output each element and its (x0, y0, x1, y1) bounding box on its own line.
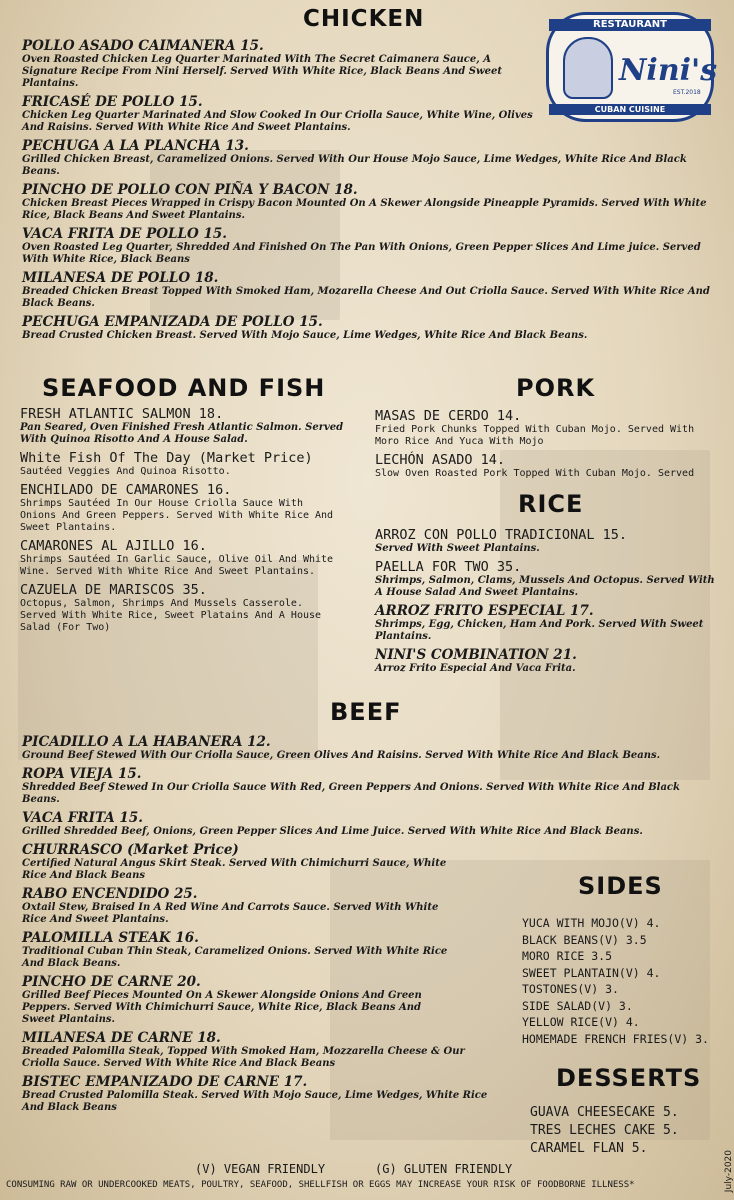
menu-item (22, 974, 452, 1026)
menu-item (375, 647, 717, 675)
item-description: Arroz Frito Especial And Vaca Frita. (375, 663, 576, 674)
item-name: VACA FRITA 15. (22, 810, 143, 826)
menu-item (20, 582, 345, 634)
menu-item (22, 810, 712, 838)
item-description: Oven Roasted Leg Quarter, Shredded And Finished On The Pan With Onions, Green Pepper Slices And Lime juice. Served With White Rice, Black Beans (22, 242, 701, 265)
menu-item (375, 559, 717, 599)
menu-item (20, 482, 345, 534)
item-description: Oven Roasted Chicken Leg Quarter Marinated With The Secret Caimanera Sauce, A Signature Recipe From Nini Herself. Served With White Rice, Black Beans And Sweet Plantains. (22, 54, 502, 89)
desserts-list (530, 1104, 720, 1158)
section-title-rice: RICE (518, 490, 584, 518)
restaurant-logo (546, 12, 718, 122)
menu-item (20, 406, 345, 446)
section-title-beef: BEEF (330, 698, 402, 726)
menu-item (375, 452, 715, 480)
item-name: CAZUELA DE MARISCOS 35. (20, 582, 207, 598)
item-name: FRICASÉ DE POLLO 15. (22, 94, 203, 110)
menu-item (22, 138, 712, 178)
dessert-item: TRES LECHES CAKE 5. (530, 1123, 679, 1138)
pork-list (375, 408, 715, 484)
foodborne-warning: CONSUMING RAW OR UNDERCOOKED MEATS, POULTRY, SEAFOOD, SHELLFISH OR EGGS MAY INCREASE YOUR RISK OF FOODBORNE ILLNESS* (6, 1180, 635, 1190)
item-description: Slow Oven Roasted Pork Topped With Cuban Mojo. Served (375, 468, 695, 479)
side-item: TOSTONES(V) 3. (522, 982, 619, 996)
item-description: Grilled Shredded Beef, Onions, Green Pepper Slices And Lime Juice. Served With White Rice And Black Beans. (22, 826, 643, 837)
menu-item (22, 1074, 492, 1114)
logo-brand-name: Nini's (619, 53, 718, 88)
menu-item (375, 603, 717, 643)
side-item: SIDE SALAD(V) 3. (522, 998, 633, 1013)
item-name: ARROZ FRITO ESPECIAL 17. (375, 603, 594, 619)
item-description: Bread Crusted Chicken Breast. Served With Mojo Sauce, Lime Wedges, White Rice And Black Beans. (22, 330, 588, 341)
item-name: PECHUGA EMPANIZADA DE POLLO 15. (22, 314, 323, 330)
item-description: Chicken Breast Pieces Wrapped in Crispy Bacon Mounted On A Skewer Alongside Pineapple Pyramids. Served With White Rice, Black Beans And Sweet Plantains. (22, 198, 707, 221)
menu-item (22, 766, 712, 806)
item-name: VACA FRITA DE POLLO 15. (22, 226, 227, 242)
item-description: Sautéed Veggies And Quinoa Risotto. (20, 466, 231, 477)
side-item: BLACK BEANS(V) 3.5 (522, 932, 647, 947)
item-name: CAMARONES AL AJILLO 16. (20, 538, 207, 554)
item-name: PAELLA FOR TWO 35. (375, 559, 522, 575)
menu-item (22, 930, 452, 970)
item-name: MILANESA DE CARNE 18. (22, 1030, 221, 1046)
menu-item (22, 1030, 492, 1070)
menu-item (22, 182, 712, 222)
item-description: Shrimps, Egg, Chicken, Ham And Pork. Served With Sweet Plantains. (375, 619, 704, 642)
menu-item (22, 886, 452, 926)
side-item: SWEET PLANTAIN(V) 4. (522, 965, 661, 980)
item-name: PINCHO DE CARNE 20. (22, 974, 201, 990)
item-name: MILANESA DE POLLO 18. (22, 270, 219, 286)
item-description: Certified Natural Angus Skirt Steak. Served With Chimichurri Sauce, White Rice And Black Beans (22, 858, 447, 881)
item-description: Fried Pork Chunks Topped With Cuban Mojo. Served With Moro Rice And Yuca With Mojo (375, 424, 695, 447)
menu-item (22, 734, 712, 762)
menu-item (22, 38, 534, 90)
menu-item (375, 408, 715, 448)
item-name: ENCHILADO DE CAMARONES 16. (20, 482, 232, 498)
gluten-legend: (G) GLUTEN FRIENDLY (375, 1162, 513, 1176)
item-description: Chicken Leg Quarter Marinated And Slow Cooked In Our Criolla Sauce, White Wine, Olives And Raisins. Served With White Rice And Sweet Plantains. (22, 110, 533, 133)
logo-cuisine-label: CUBAN CUISINE (549, 104, 711, 115)
side-item: YELLOW RICE(V) 4. (522, 1015, 640, 1029)
dessert-item: CARAMEL FLAN 5. (530, 1141, 648, 1156)
item-name: PICADILLO A LA HABANERA 12. (22, 734, 271, 750)
section-title-seafood: SEAFOOD AND FISH (42, 374, 326, 402)
logo-est: EST.2018 (673, 89, 701, 96)
item-description: Traditional Cuban Thin Steak, Caramelized Onions. Served With White Rice And Black Beans. (22, 946, 448, 969)
menu-item (22, 314, 712, 342)
sides-list (522, 915, 722, 1047)
item-name: NINI'S COMBINATION 21. (375, 647, 577, 663)
item-name: LECHÓN ASADO 14. (375, 452, 506, 468)
item-description: Shrimps Sautéed In Garlic Sauce, Olive Oil And White Wine. Served With White Rice And Sweet Plantains. (20, 554, 334, 577)
item-name: PINCHO DE POLLO CON PIÑA Y BACON 18. (22, 182, 358, 198)
menu-item (22, 94, 534, 134)
item-description: Grilled Chicken Breast, Caramelized Onions. Served With Our House Mojo Sauce, Lime Wedges, White Rice And Black Beans. (22, 154, 687, 177)
menu-item (22, 842, 452, 882)
menu-item (20, 450, 345, 478)
section-title-desserts: DESSERTS (556, 1064, 702, 1092)
section-title-sides: SIDES (578, 872, 663, 900)
section-title-chicken: CHICKEN (303, 6, 425, 32)
item-name: FRESH ATLANTIC SALMON 18. (20, 406, 224, 422)
item-name: ARROZ CON POLLO TRADICIONAL 15. (375, 527, 627, 543)
item-description: Oxtail Stew, Braised In A Red Wine And Carrots Sauce. Served With White Rice And Sweet Plantains. (22, 902, 439, 925)
item-description: Shrimps, Salmon, Clams, Mussels And Octopus. Served With A House Salad And Sweet Plantains. (375, 575, 715, 598)
item-description: Breaded Palomilla Steak, Topped With Smoked Ham, Mozzarella Cheese & Our Criolla Sauce. Served With White Rice And Black Beans (22, 1046, 465, 1069)
item-name: ROPA VIEJA 15. (22, 766, 142, 782)
side-item: HOMEMADE FRENCH FRIES(V) 3. (522, 1031, 709, 1046)
dessert-item: GUAVA CHEESECAKE 5. (530, 1105, 679, 1120)
menu-date: July-2020 (724, 1150, 734, 1193)
item-description: Pan Seared, Oven Finished Fresh Atlantic Salmon. Served With Quinoa Risotto And A House Salad. (20, 422, 344, 445)
menu-item (22, 270, 712, 310)
item-description: Grilled Beef Pieces Mounted On A Skewer Alongside Onions And Green Peppers. Served With Chimichurri Sauce, White Rice, Black Beans And Sweet Plantains. (22, 990, 422, 1025)
side-item: YUCA WITH MOJO(V) 4. (522, 916, 661, 930)
logo-portrait-icon (563, 37, 613, 99)
menu-item (22, 226, 712, 266)
menu-item (20, 538, 345, 578)
side-item: MORO RICE 3.5 (522, 949, 613, 963)
item-description: Ground Beef Stewed With Our Criolla Sauce, Green Olives And Raisins. Served With White Rice And Black Beans. (22, 750, 661, 761)
item-name: MASAS DE CERDO 14. (375, 408, 522, 424)
item-name: RABO ENCENDIDO 25. (22, 886, 198, 902)
item-description: Breaded Chicken Breast Topped With Smoked Ham, Mozarella Cheese And Out Criolla Sauce. Served With White Rice And Black Beans. (22, 286, 710, 309)
item-name: POLLO ASADO CAIMANERA 15. (22, 38, 264, 54)
menu-item (375, 527, 717, 555)
item-description: Shrimps Sautéed In Our House Criolla Sauce With Onions And Green Peppers. Served With White Rice And Sweet Plantains. (20, 498, 334, 533)
logo-restaurant-label: RESTAURANT (549, 19, 711, 31)
item-description: Bread Crusted Palomilla Steak. Served With Mojo Sauce, Lime Wedges, White Rice And Black Beans (22, 1090, 488, 1113)
item-description: Shredded Beef Stewed In Our Criolla Sauce With Red, Green Peppers And Onions. Served With White Rice And Black Beans. (22, 782, 680, 805)
vegan-legend: (V) VEGAN FRIENDLY (195, 1162, 326, 1176)
item-description: Served With Sweet Plantains. (375, 543, 540, 554)
item-name: White Fish Of The Day (Market Price) (20, 450, 313, 466)
section-title-pork: PORK (516, 374, 596, 402)
item-description: Octopus, Salmon, Shrimps And Mussels Casserole. Served With White Rice, Sweet Platains And A House Salad (For Two) (20, 598, 322, 633)
item-name: PECHUGA A LA PLANCHA 13. (22, 138, 249, 154)
item-name: PALOMILLA STEAK 16. (22, 930, 199, 946)
seafood-list (20, 406, 345, 638)
item-name: BISTEC EMPANIZADO DE CARNE 17. (22, 1074, 308, 1090)
item-name: CHURRASCO (Market Price) (22, 842, 239, 858)
rice-list (375, 527, 717, 679)
